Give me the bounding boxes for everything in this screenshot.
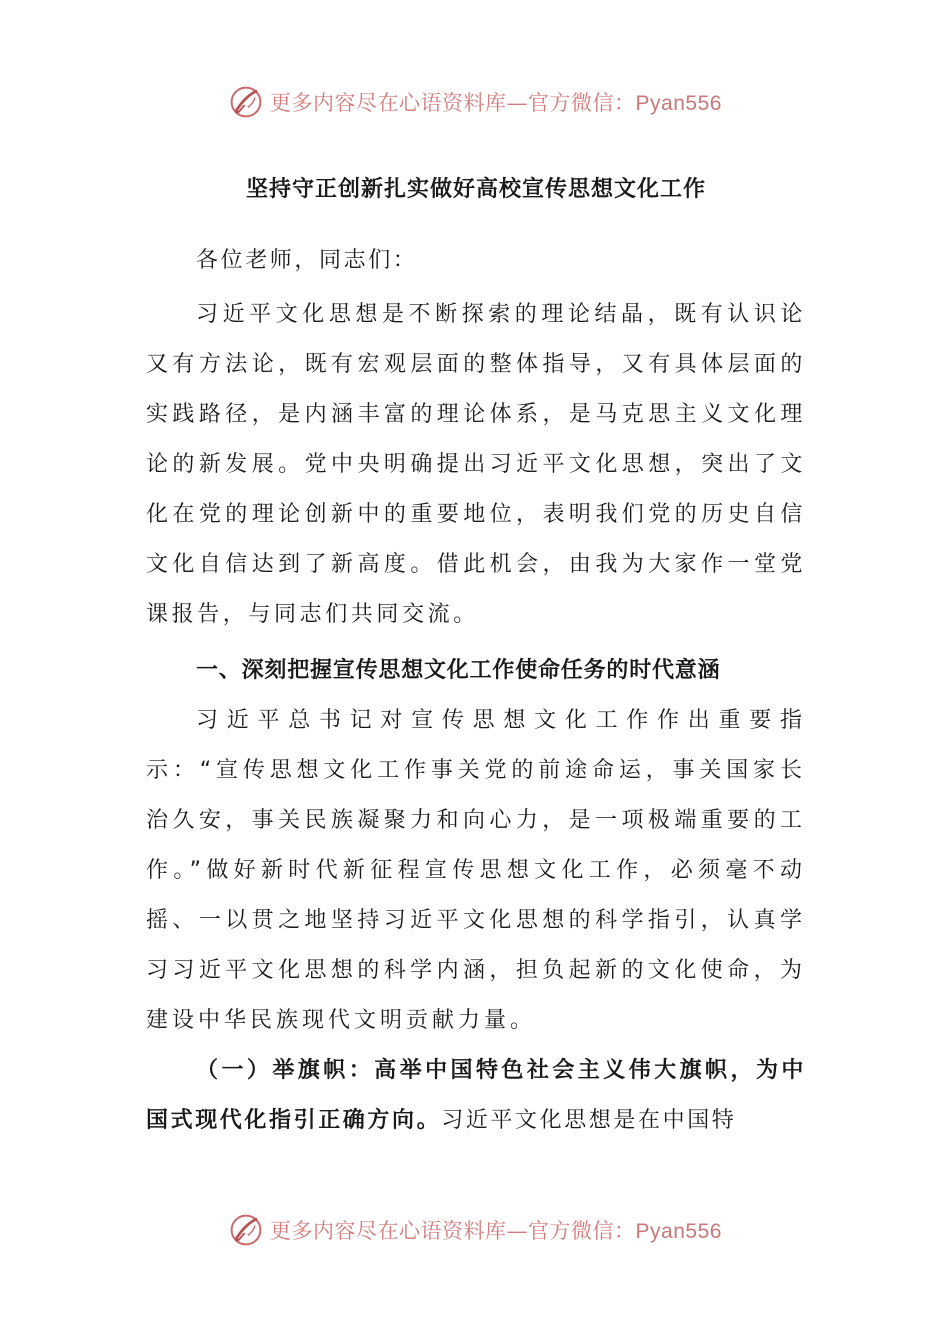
footer-watermark-banner xyxy=(0,1210,950,1250)
watermark-cn: 更多内容尽在心语资料库 xyxy=(270,1219,507,1243)
watermark-dash: — xyxy=(506,91,529,115)
document-title: 坚持守正创新扎实做好高校宣传思想文化工作 xyxy=(245,177,706,202)
watermark-text xyxy=(270,87,722,117)
subsection-1-rest: 习近平文化思想是在中国特 xyxy=(441,1108,737,1133)
subsection-1-lead: （一）举旗帜：高举中国特色社会主义伟大旗帜，为中国式现代化指引正确方向。 xyxy=(146,1058,806,1133)
pen-circle-logo-icon xyxy=(228,84,264,120)
watermark-account: Pyan556 xyxy=(635,1220,722,1243)
section-1-heading: 一、深刻把握宣传思想文化工作使命任务的时代意涵 xyxy=(196,658,721,683)
header-watermark-banner xyxy=(0,82,950,122)
watermark-wechat-label: 官方微信： xyxy=(528,1219,636,1243)
subsection-1-paragraph xyxy=(146,1046,806,1146)
pen-circle-logo-icon xyxy=(228,1212,264,1248)
watermark-text xyxy=(270,1215,722,1245)
intro-paragraph: 习近平文化思想是不断探索的理论结晶，既有认识论又有方法论，既有宏观层面的整体指导，又有具体层面的实践路径，是内涵丰富的理论体系，是马克思主义文化理论的新发展。党中央明确提出习近平文化思想，突出了文化在党的理论创新中的重要地位，表明我们党的历史自信文化自信达到了新高度。借此机会，由我为大家作一堂党课报告，与同志们共同交流。 xyxy=(146,302,806,627)
watermark-cn: 更多内容尽在心语资料库 xyxy=(270,91,507,115)
watermark-account: Pyan556 xyxy=(635,92,722,115)
watermark-wechat-label: 官方微信： xyxy=(528,91,636,115)
greeting-paragraph: 各位老师，同志们： xyxy=(196,248,418,273)
watermark-dash: — xyxy=(506,1219,529,1243)
document-page xyxy=(146,170,806,1146)
section-1-paragraph: 习近平总书记对宣传思想文化工作作出重要指示：“宣传思想文化工作事关党的前途命运，事关国家长治久安，事关民族凝聚力和向心力，是一项极端重要的工作。”做好新时代新征程宣传思想文化工作，必须毫不动摇、一以贯之地坚持习近平文化思想的科学指引，认真学习习近平文化思想的科学内涵，担负起新的文化使命，为建设中华民族现代文明贡献力量。 xyxy=(146,708,806,1033)
